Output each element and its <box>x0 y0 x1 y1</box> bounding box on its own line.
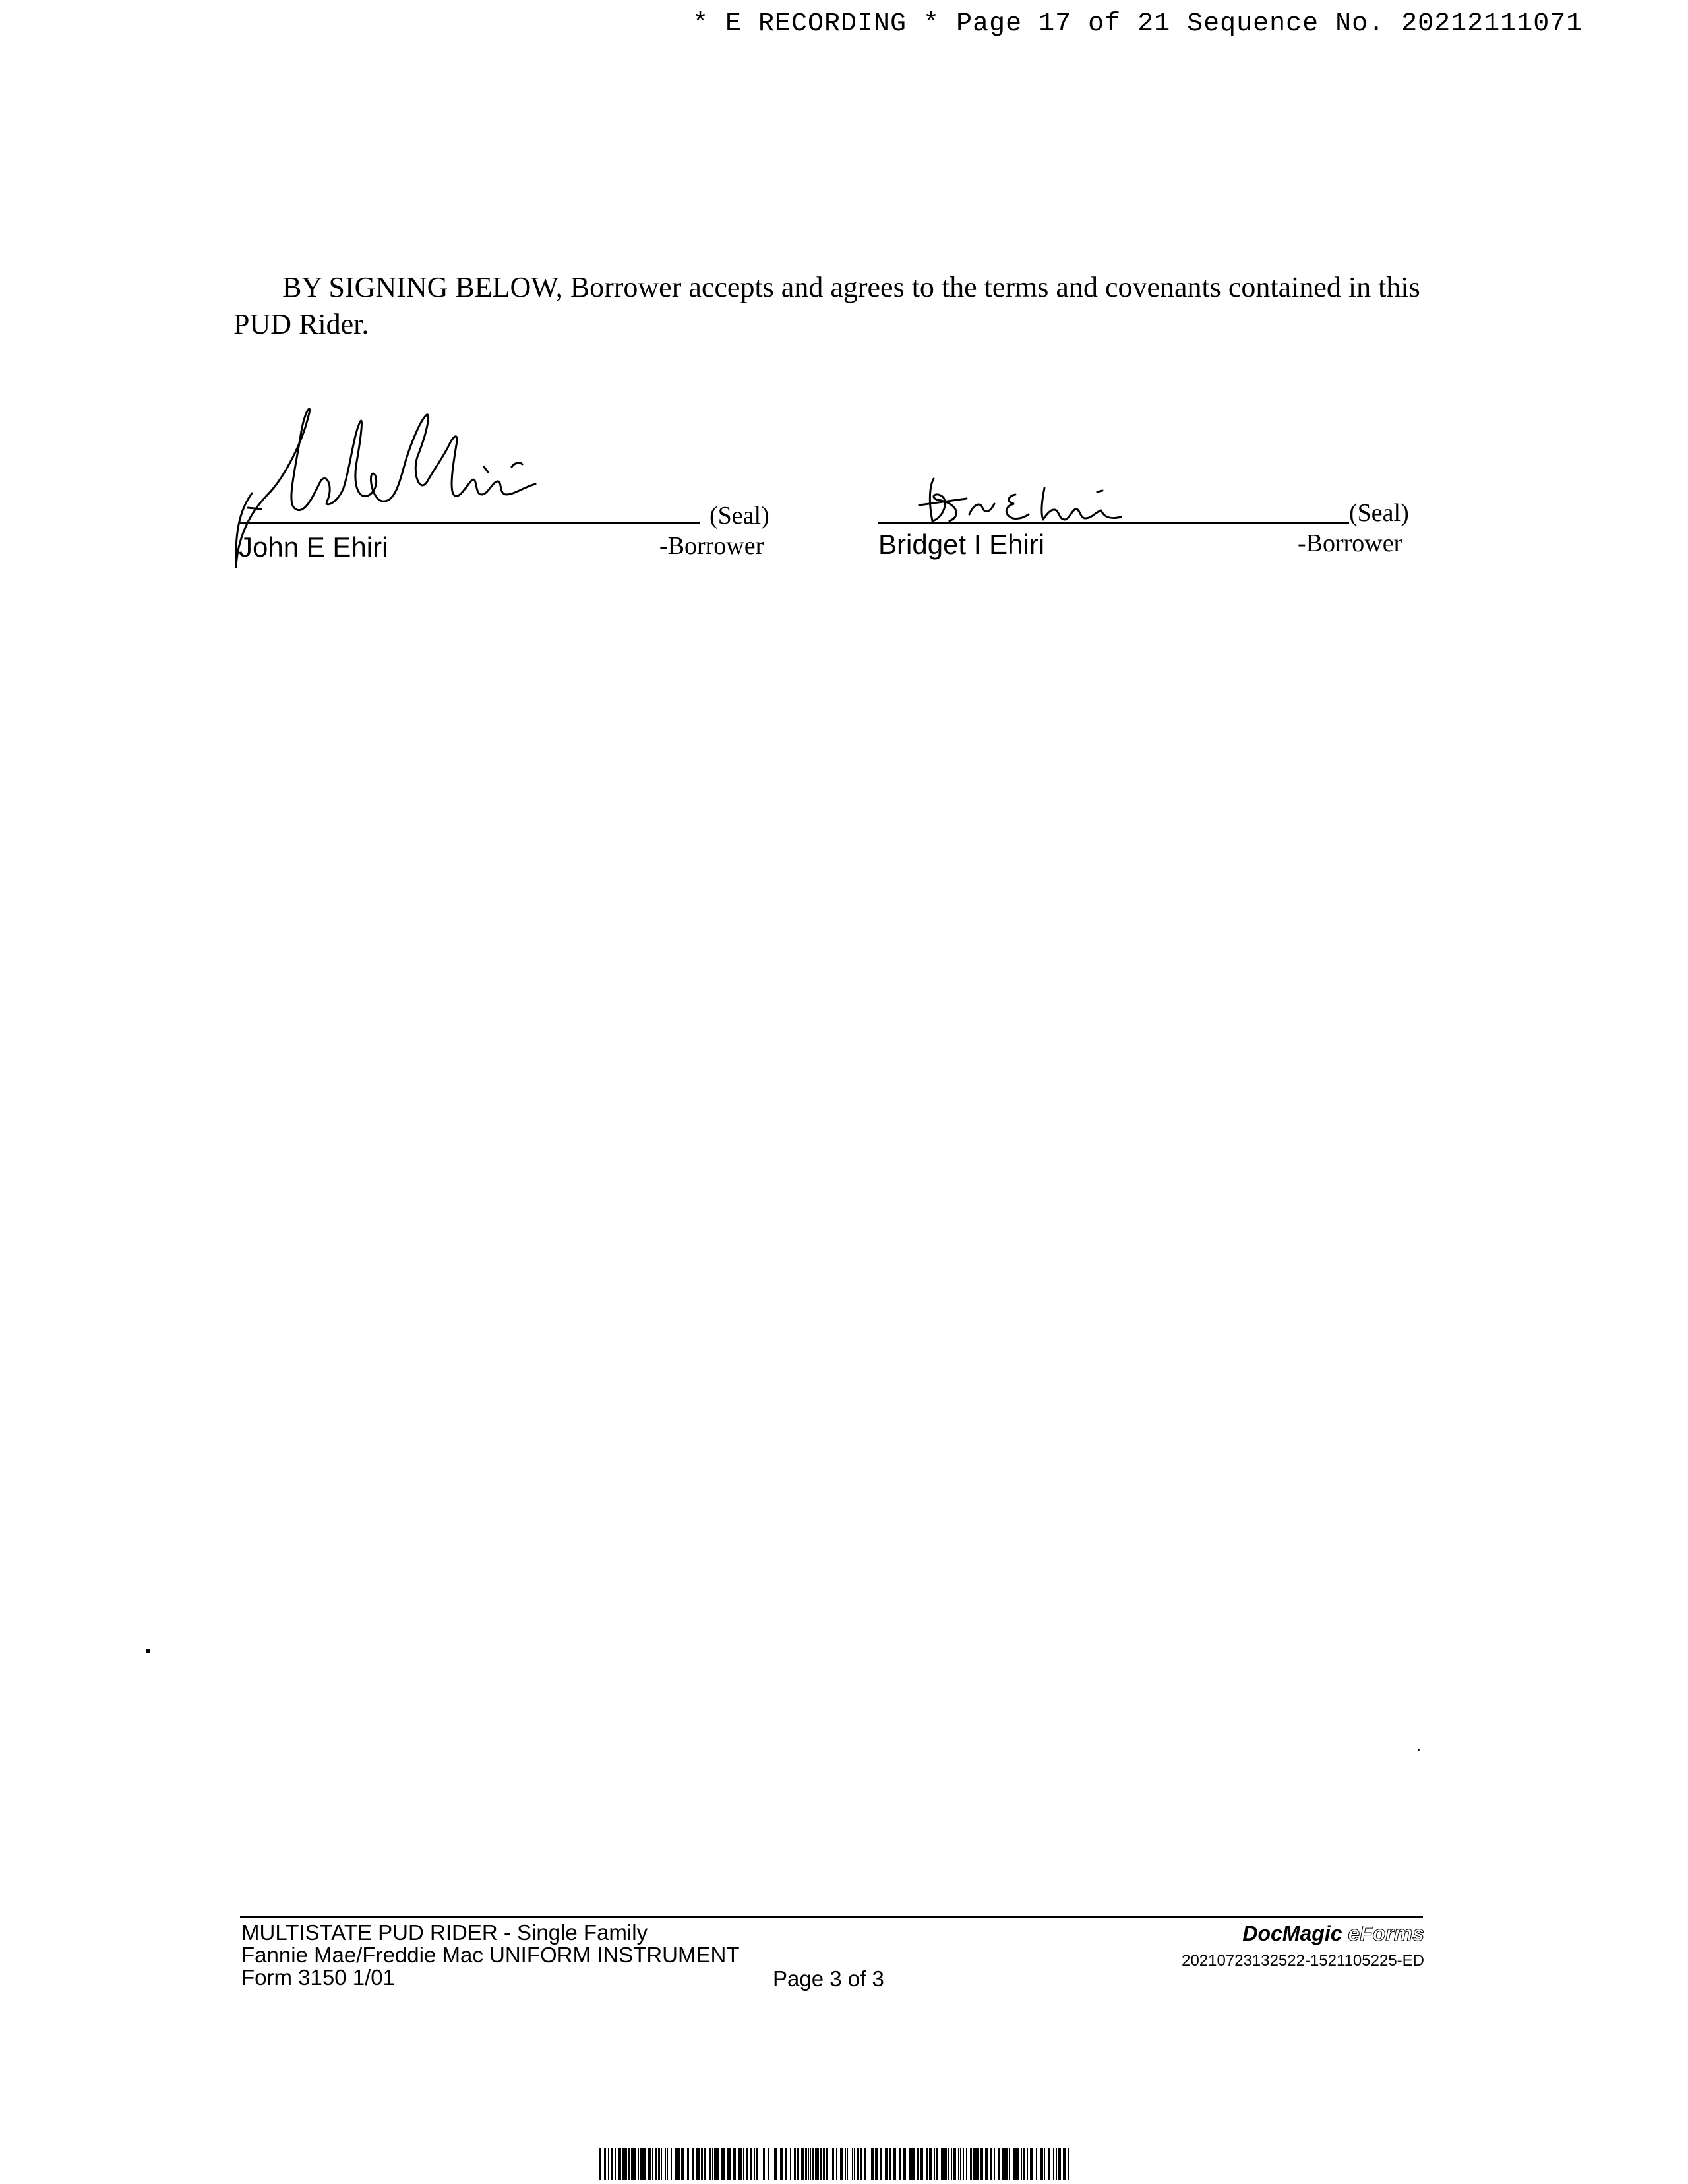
barcode-bar <box>727 2148 731 2180</box>
barcode-bar <box>944 2148 947 2180</box>
barcode-bar <box>667 2148 668 2180</box>
barcode-bar <box>750 2148 752 2180</box>
barcode-bar <box>880 2148 882 2180</box>
barcode-bar <box>1006 2148 1008 2180</box>
recording-header: * E RECORDING * Page 17 of 21 Sequence No. 20212111071 <box>692 9 1583 39</box>
barcode-bar <box>712 2148 713 2180</box>
barcode-bar <box>658 2148 660 2180</box>
barcode-bar <box>1030 2148 1033 2180</box>
scan-speck <box>1418 1749 1420 1751</box>
barcode-bar <box>812 2148 814 2180</box>
barcode-bar <box>917 2148 919 2180</box>
barcode-bar <box>815 2148 818 2180</box>
barcode-bar <box>1027 2148 1028 2180</box>
barcode-bar <box>763 2148 765 2180</box>
form-title: MULTISTATE PUD RIDER - Single Family <box>241 1920 648 1945</box>
barcode-bar <box>746 2148 748 2180</box>
barcode-bar <box>854 2148 855 2180</box>
barcode-bar <box>953 2148 956 2180</box>
barcode-bar <box>608 2148 609 2180</box>
barcode-bar <box>740 2148 742 2180</box>
barcode-bar <box>704 2148 706 2180</box>
barcode-bar <box>970 2148 972 2180</box>
barcode-bar <box>709 2148 711 2180</box>
form-instrument: Fannie Mae/Freddie Mac UNIFORM INSTRUMENT <box>241 1943 740 1967</box>
barcode-bar <box>1048 2148 1050 2180</box>
barcode-bar <box>1056 2148 1057 2180</box>
signature-line <box>878 522 1349 524</box>
barcode-bar <box>675 2148 677 2180</box>
barcode-bar <box>826 2148 828 2180</box>
barcode-bar <box>926 2148 928 2180</box>
footer-rule <box>240 1916 1423 1918</box>
barcode-bar <box>1040 2148 1043 2180</box>
barcode-bar <box>832 2148 834 2180</box>
page-number: Page 3 of 3 <box>773 1966 884 1991</box>
barcode-bar <box>692 2148 694 2180</box>
barcode-bar <box>941 2148 944 2180</box>
barcode-bar <box>743 2148 744 2180</box>
barcode-bar <box>638 2148 639 2180</box>
document-barcode <box>599 2148 1073 2180</box>
barcode-bar <box>756 2148 758 2180</box>
barcode-bar <box>677 2148 680 2180</box>
barcode-bar <box>661 2148 662 2180</box>
barcode-bar <box>875 2148 878 2180</box>
barcode-bar <box>631 2148 632 2180</box>
barcode-bar <box>885 2148 888 2180</box>
barcode-bar <box>920 2148 923 2180</box>
form-number: Form 3150 1/01 <box>241 1965 395 1989</box>
barcode-bar <box>721 2148 725 2180</box>
brand-name: DocMagic <box>1242 1922 1342 1945</box>
acceptance-paragraph <box>233 269 1433 343</box>
brand-suffix: eForms <box>1348 1922 1424 1945</box>
barcode-bar <box>864 2148 866 2180</box>
borrower-signature-block-2 <box>870 396 1418 580</box>
barcode-bar <box>733 2148 736 2180</box>
barcode-bar <box>790 2148 791 2180</box>
barcode-bar <box>640 2148 644 2180</box>
barcode-bar <box>909 2148 911 2180</box>
barcode-bar <box>845 2148 846 2180</box>
barcode-bar <box>808 2148 809 2180</box>
barcode-bar <box>889 2148 891 2180</box>
barcode-bar <box>768 2148 769 2180</box>
barcode-bar <box>604 2148 606 2180</box>
barcode-bar <box>951 2148 952 2180</box>
barcode-bar <box>823 2148 825 2180</box>
barcode-bar <box>958 2148 959 2180</box>
barcode-bar <box>611 2148 613 2180</box>
barcode-bar <box>696 2148 700 2180</box>
footer-form-info <box>241 1922 739 1989</box>
barcode-bar <box>899 2148 901 2180</box>
seal-label: (Seal) <box>709 502 769 530</box>
barcode-bar <box>847 2148 848 2180</box>
barcode-bar <box>797 2148 799 2180</box>
barcode-bar <box>701 2148 703 2180</box>
barcode-bar <box>903 2148 906 2180</box>
barcode-bar <box>857 2148 859 2180</box>
barcode-bar <box>632 2148 636 2180</box>
borrower-name: John E Ehiri <box>239 531 388 562</box>
barcode-bar <box>1023 2148 1025 2180</box>
barcode-bar <box>681 2148 684 2180</box>
handwritten-signature-bridget <box>903 462 1180 593</box>
barcode-bar <box>1009 2148 1010 2180</box>
docmagic-logo <box>1242 1922 1424 1946</box>
barcode-bar <box>980 2148 983 2180</box>
barcode-bar <box>795 2148 796 2180</box>
barcode-bar <box>985 2148 986 2180</box>
barcode-bar <box>911 2148 915 2180</box>
acceptance-text: BY SIGNING BELOW, Borrower accepts and agrees to the terms and covenants contained in this PUD Rider. <box>233 271 1420 340</box>
barcode-bar <box>714 2148 717 2180</box>
barcode-bar <box>624 2148 627 2180</box>
barcode-bar <box>836 2148 837 2180</box>
barcode-bar <box>977 2148 979 2180</box>
barcode-bar <box>966 2148 967 2180</box>
barcode-bar <box>986 2148 988 2180</box>
barcode-bar <box>936 2148 938 2180</box>
borrower-signature-block-1 <box>224 396 771 580</box>
barcode-bar <box>852 2148 853 2180</box>
document-code: 20210723132522-1521105225-ED <box>1182 1952 1424 1970</box>
barcode-bar <box>860 2148 862 2180</box>
scan-speck <box>146 1649 150 1653</box>
barcode-bar <box>687 2148 689 2180</box>
barcode-bar <box>893 2148 896 2180</box>
barcode-bar <box>818 2148 819 2180</box>
barcode-bar <box>934 2148 935 2180</box>
borrower-role-label: -Borrower <box>659 532 764 560</box>
barcode-bar <box>998 2148 1000 2180</box>
barcode-bar <box>948 2148 949 2180</box>
barcode-bar <box>805 2148 807 2180</box>
borrower-role-label: -Borrower <box>1298 530 1402 557</box>
barcode-bar <box>1013 2148 1017 2180</box>
barcode-bar <box>801 2148 804 2180</box>
barcode-bar <box>973 2148 977 2180</box>
barcode-bar <box>738 2148 740 2180</box>
barcode-bar <box>599 2148 601 2180</box>
barcode-bar <box>1036 2148 1037 2180</box>
barcode-bar <box>1058 2148 1061 2180</box>
seal-label: (Seal) <box>1349 499 1409 527</box>
barcode-bar <box>618 2148 621 2180</box>
barcode-bar <box>648 2148 651 2180</box>
barcode-bar <box>1063 2148 1066 2180</box>
barcode-bar <box>963 2148 964 2180</box>
barcode-bar <box>1017 2148 1019 2180</box>
barcode-bar <box>665 2148 666 2180</box>
barcode-bar <box>615 2148 616 2180</box>
signature-line <box>239 522 700 524</box>
barcode-bar <box>840 2148 843 2180</box>
barcode-bar <box>820 2148 822 2180</box>
barcode-bar <box>754 2148 755 2180</box>
barcode-bar <box>871 2148 874 2180</box>
barcode-bar <box>794 2148 795 2180</box>
barcode-bar <box>1068 2148 1069 2180</box>
barcode-bar <box>1021 2148 1022 2180</box>
barcode-bar <box>644 2148 646 2180</box>
barcode-bar <box>990 2148 992 2180</box>
barcode-bar <box>1002 2148 1006 2180</box>
barcode-bar <box>785 2148 787 2180</box>
borrower-name: Bridget I Ehiri <box>878 529 1045 560</box>
barcode-bar <box>717 2148 719 2180</box>
barcode-bar <box>810 2148 811 2180</box>
barcode-bar <box>628 2148 630 2180</box>
barcode-bar <box>1044 2148 1045 2180</box>
barcode-bar <box>652 2148 653 2180</box>
barcode-bar <box>655 2148 657 2180</box>
barcode-bar <box>780 2148 783 2180</box>
barcode-bar <box>960 2148 961 2180</box>
barcode-bar <box>774 2148 777 2180</box>
barcode-bar <box>1053 2148 1054 2180</box>
barcode-bar <box>622 2148 624 2180</box>
barcode-bar <box>994 2148 995 2180</box>
barcode-bar <box>929 2148 932 2180</box>
barcode-bar <box>671 2148 672 2180</box>
